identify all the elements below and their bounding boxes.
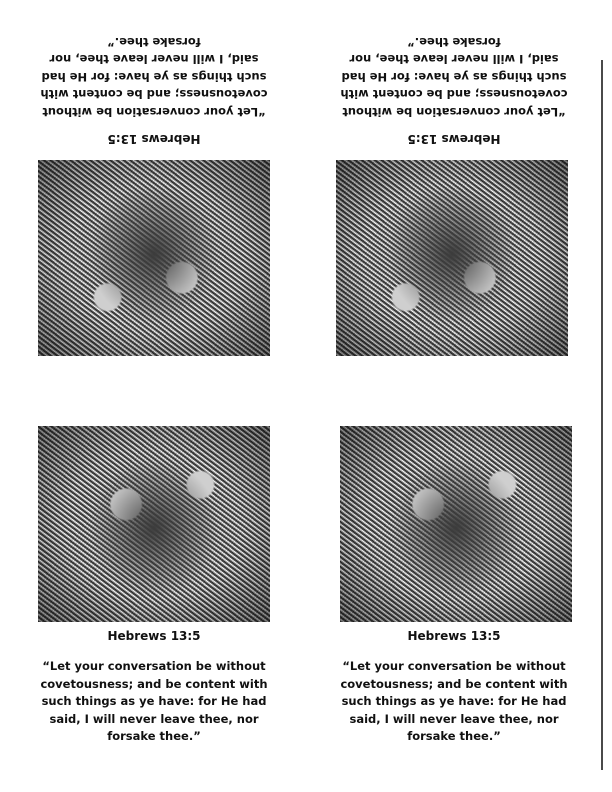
verse-line: forsake thee.”	[407, 35, 501, 49]
photo-image	[336, 160, 568, 356]
verse-line: said, I will never leave thee, nor	[349, 52, 559, 67]
verse-line: covetousness; and be content with	[340, 676, 568, 691]
verse-line: “Let your conversation be without	[342, 105, 566, 119]
scripture-verse	[304, 33, 604, 121]
verse-line: such things as ye have: for He had	[341, 694, 567, 708]
verse-line: said, I will never leave thee, nor	[349, 711, 559, 726]
scripture-reference: Hebrews 13:5	[107, 132, 201, 146]
verse-line: said, I will never leave thee, nor	[49, 52, 259, 67]
card-top-right	[304, 30, 604, 360]
verse-line: forsake thee.”	[107, 729, 201, 743]
verse-line: said, I will never leave thee, nor	[49, 711, 259, 726]
card-bottom-left	[4, 426, 304, 756]
scripture-verse	[4, 33, 304, 121]
verse-line: “Let your conversation be without	[42, 105, 266, 119]
verse-line: covetousness; and be content with	[40, 676, 268, 691]
verse-line: such things as ye have: for He had	[41, 694, 267, 708]
verse-line: “Let your conversation be without	[342, 659, 566, 673]
verse-line: such things as ye have: for He had	[41, 70, 267, 84]
verse-line: forsake thee.”	[107, 35, 201, 49]
verse-line: forsake thee.”	[407, 729, 501, 743]
card-bottom-right	[304, 426, 604, 756]
scripture-reference: Hebrews 13:5	[407, 629, 501, 643]
scripture-reference: Hebrews 13:5	[107, 629, 201, 643]
photo-image	[340, 426, 572, 622]
photo-image	[38, 160, 270, 356]
scripture-reference: Hebrews 13:5	[407, 132, 501, 146]
verse-line: such things as ye have: for He had	[341, 70, 567, 84]
card-top-left	[4, 30, 304, 360]
verse-line: covetousness; and be content with	[340, 87, 568, 102]
scripture-verse	[4, 658, 304, 746]
verse-line: covetousness; and be content with	[40, 87, 268, 102]
photo-image	[38, 426, 270, 622]
scripture-verse	[304, 658, 604, 746]
verse-line: “Let your conversation be without	[42, 659, 266, 673]
